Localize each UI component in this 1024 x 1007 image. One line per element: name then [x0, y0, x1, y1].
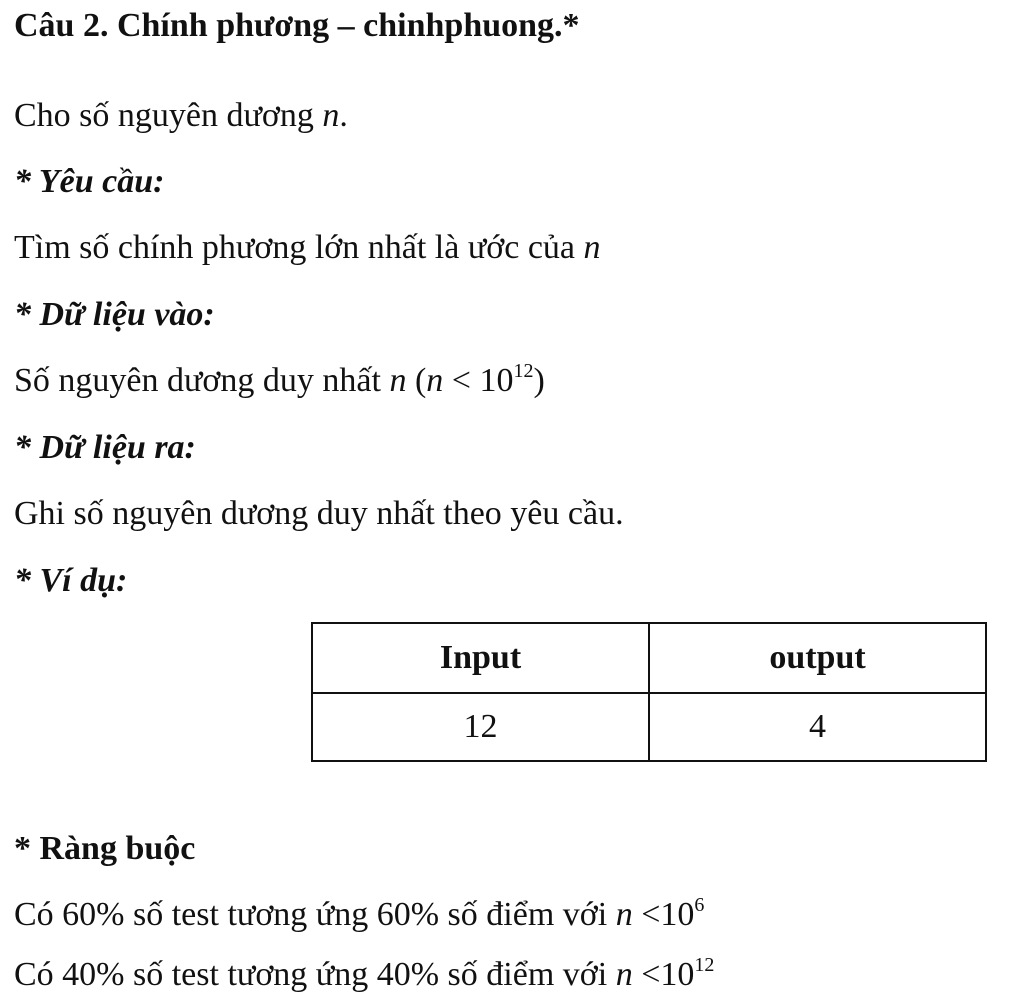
exponent: 12: [513, 360, 534, 382]
example-heading: * Ví dụ:: [14, 562, 128, 599]
variable-n: n: [615, 896, 633, 933]
variable-n: n: [583, 229, 601, 266]
exponent: 6: [694, 894, 705, 916]
column-header-output: output: [649, 623, 986, 693]
variable-n: n: [615, 956, 633, 993]
intro-text: Cho số nguyên dương n.: [14, 97, 348, 134]
table-header-row: [312, 623, 986, 693]
requirement-text: Tìm số chính phương lớn nhất là ước của n: [14, 229, 601, 266]
table-cell-input: 12: [312, 693, 649, 761]
output-text: Ghi số nguyên dương duy nhất theo yêu cầu.: [14, 495, 624, 532]
example-table: [311, 622, 987, 762]
column-header-input: Input: [312, 623, 649, 693]
input-heading: * Dữ liệu vào:: [14, 296, 215, 333]
variable-n: n: [426, 362, 444, 399]
input-text: Số nguyên dương duy nhất n $(n < 10^{12})$: [14, 360, 545, 399]
exponent: 12: [694, 954, 715, 976]
variable-n: n: [322, 97, 340, 134]
output-heading: * Dữ liệu ra:: [14, 429, 196, 466]
constraints-heading: * Ràng buộc: [14, 830, 196, 867]
requirement-heading: * Yêu cầu:: [14, 163, 165, 200]
constraint-item: Có 60% số test tương ứng 60% số điểm với $n <10^6$: [14, 894, 705, 933]
constraint-item: Có 40% số test tương ứng 40% số điểm với $n <10^{12}$: [14, 954, 715, 993]
problem-title: Câu 2. Chính phương – chinhphuong.*: [14, 7, 580, 44]
variable-n: n: [389, 362, 407, 399]
table-cell-output: 4: [649, 693, 986, 761]
table-row: [312, 693, 986, 761]
